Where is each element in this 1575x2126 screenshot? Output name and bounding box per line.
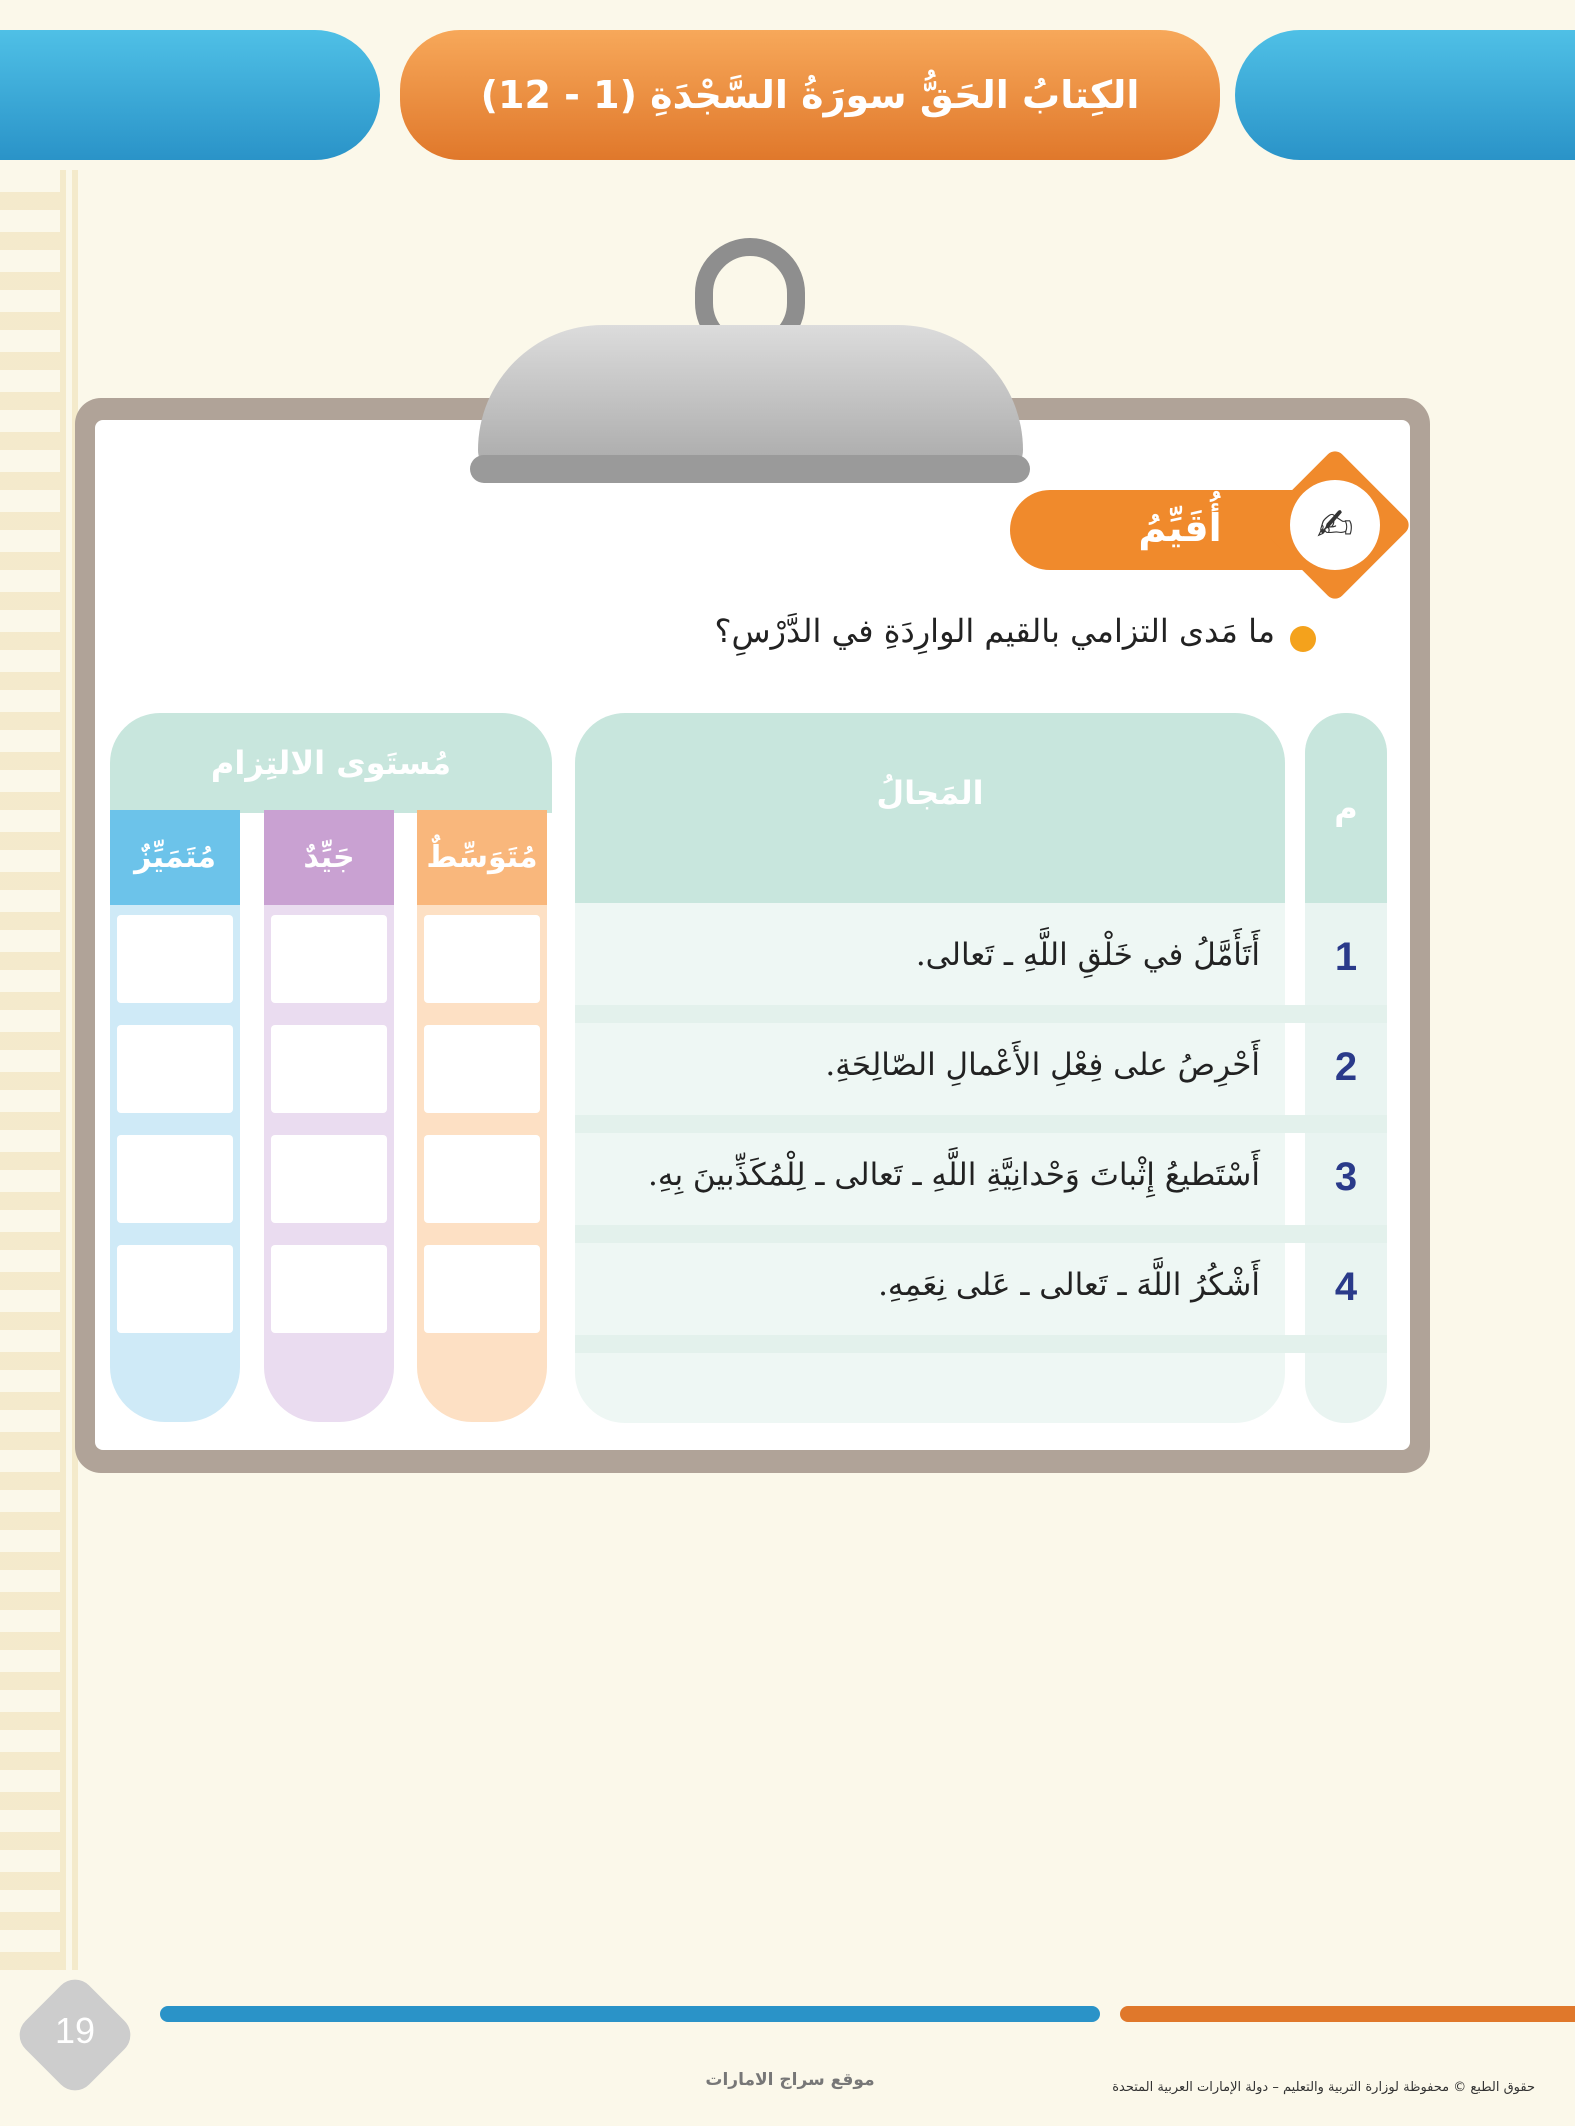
row-divider	[575, 1115, 1387, 1133]
clipboard-clip	[478, 325, 1023, 475]
pen-hand-icon: ✍	[1290, 480, 1380, 570]
row-divider	[575, 1005, 1387, 1023]
row-number: 1	[1334, 935, 1358, 979]
clipboard-clip-lip	[470, 455, 1030, 483]
rating-cell-average[interactable]	[424, 1245, 540, 1333]
footer-site: موقع سراج الامارات	[705, 2070, 875, 2090]
number-column-header: م	[1305, 713, 1387, 903]
row-text: أَسْتَطيعُ إِثْباتَ وَحْدانِيَّةِ اللَّهِ ـ تَعالى ـ لِلْمُكَذِّبينَ بِهِ.	[647, 1157, 1260, 1193]
rating-cell-excellent[interactable]	[117, 1245, 233, 1333]
level-average-header: مُتَوَسِّطٌ	[417, 810, 547, 905]
rating-cell-excellent[interactable]	[117, 915, 233, 1003]
field-column-header: المَجالُ	[575, 713, 1285, 903]
row-text: أَحْرِصُ على فِعْلِ الأَعْمالِ الصّالِحَةِ.	[825, 1047, 1260, 1083]
rating-cell-good[interactable]	[271, 1025, 387, 1113]
level-column-header: مُستَوى الالتِزام	[110, 713, 552, 813]
rating-cell-average[interactable]	[424, 915, 540, 1003]
rating-cell-excellent[interactable]	[117, 1025, 233, 1113]
rating-cell-average[interactable]	[424, 1135, 540, 1223]
rating-cell-excellent[interactable]	[117, 1135, 233, 1223]
row-text: أَتَأَمَّلُ في خَلْقِ اللَّهِ ـ تَعالى.	[915, 937, 1260, 973]
page-title: الكِتابُ الحَقُّ سورَةُ السَّجْدَةِ (1 - 12)	[400, 30, 1220, 160]
row-number: 2	[1334, 1045, 1358, 1089]
rating-cell-good[interactable]	[271, 1135, 387, 1223]
header-bar-left	[0, 30, 380, 160]
rating-cell-good[interactable]	[271, 1245, 387, 1333]
footer-line-blue	[160, 2006, 1100, 2022]
question-text: ما مَدى التزامي بالقيم الوارِدَةِ في الدَّرْسِ؟	[714, 612, 1275, 650]
row-divider	[575, 1335, 1387, 1353]
level-good-header: جَيِّدٌ	[264, 810, 394, 905]
activity-label: أُقَيِّمُ ذاتي:	[1129, 506, 1231, 610]
footer-line-orange	[1120, 2006, 1575, 2022]
bullet-icon	[1290, 626, 1316, 652]
row-number: 3	[1334, 1155, 1358, 1199]
level-excellent-header: مُتَمَيِّزٌ	[110, 810, 240, 905]
row-number: 4	[1334, 1265, 1358, 1309]
header-bar-right	[1235, 30, 1575, 160]
rating-cell-good[interactable]	[271, 915, 387, 1003]
row-text: أَشْكُرُ اللَّهَ ـ تَعالى ـ عَلى نِعَمِهِ.	[878, 1267, 1260, 1303]
page-number: 19	[54, 2010, 96, 2051]
row-divider	[575, 1225, 1387, 1243]
decorative-margin	[0, 170, 60, 1970]
rating-cell-average[interactable]	[424, 1025, 540, 1113]
footer-copyright: حقوق الطبع © محفوظة لوزارة التربية والتعليم – دولة الإمارات العربية المتحدة	[1112, 2080, 1535, 2095]
